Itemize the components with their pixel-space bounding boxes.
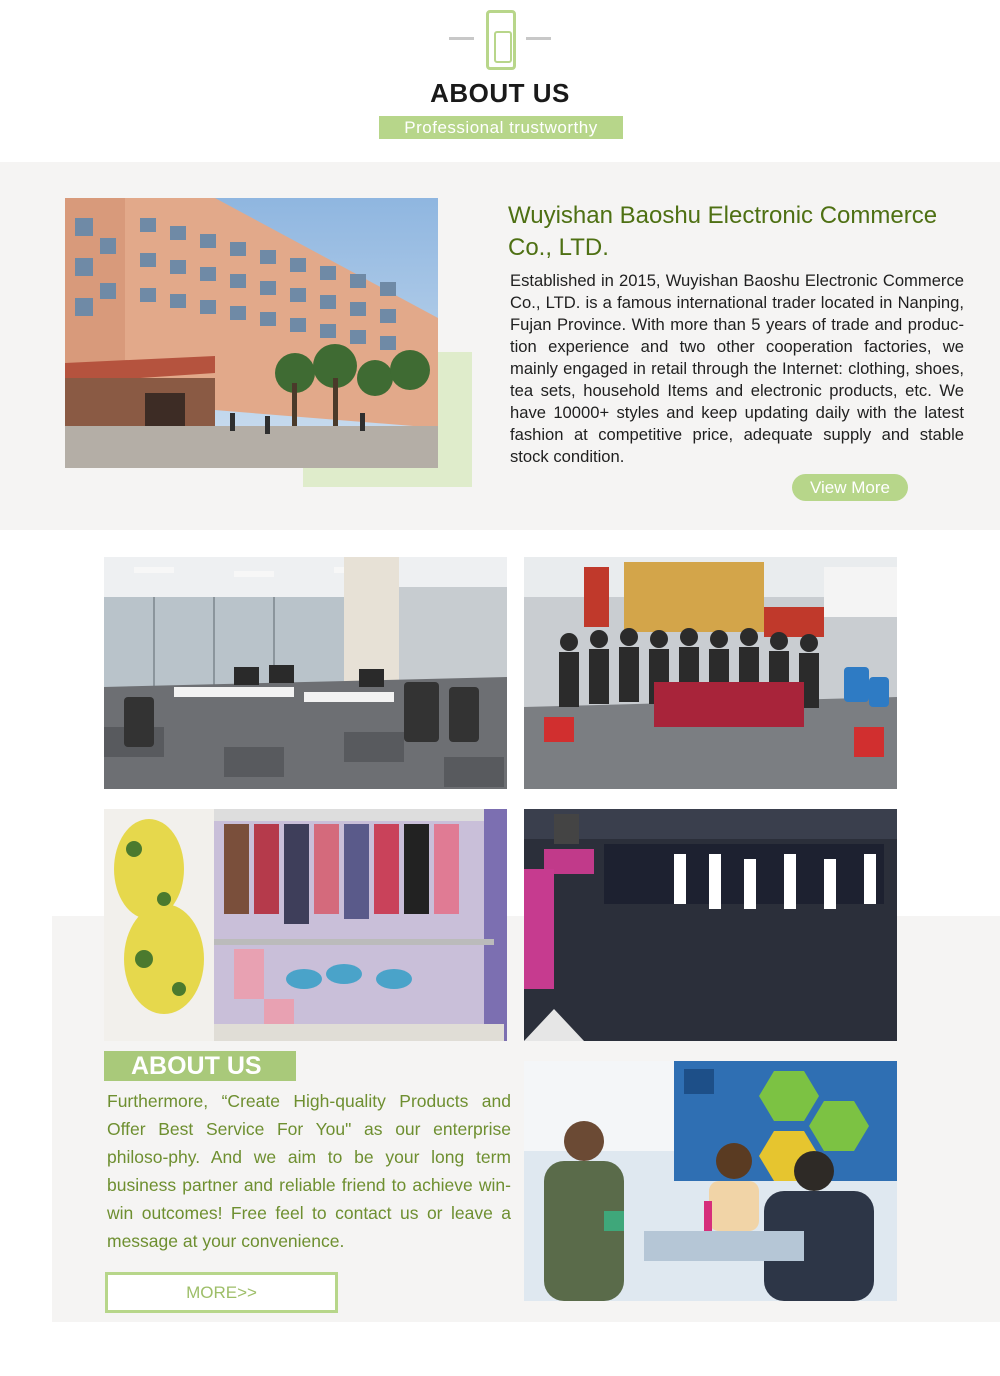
exhibition-photo	[524, 809, 897, 1041]
more-button[interactable]: MORE>>	[105, 1272, 338, 1313]
page-title: ABOUT US	[430, 78, 570, 108]
view-more-button[interactable]: View More	[792, 474, 908, 501]
team-photo	[524, 557, 897, 789]
company-name: Wuyishan Baoshu Electronic Commerce Co., LTD.	[508, 202, 938, 261]
meeting-photo	[524, 1061, 897, 1301]
showroom-photo	[104, 809, 507, 1041]
building-photo	[65, 198, 438, 468]
office-photo	[104, 557, 507, 789]
header-right-divider	[526, 37, 551, 40]
header-left-divider	[449, 37, 474, 40]
cup-icon	[486, 10, 516, 70]
company-description: Established in 2015, Wuyishan Baoshu Electronic Commerce Co., LTD. is a famous international trader located in Nanping, Fujan Province. With more than 5 years of trade and produc-tion experience and two other cooperation factories, we mainly engaged in retail through the Internet: clothing, shoes, tea sets, household Items and electronic products, etc. We have 10000+ styles and keep updating daily with the latest fashion at competitive price, adequate supply and stable stock condition.	[510, 271, 964, 466]
page-subtitle: Professional trustworthy	[379, 116, 623, 139]
about-us-paragraph: Furthermore, “Create High-quality Products and Offer Best Service For You" as our enterprise philoso-phy. And we aim to be your long term business partner and reliable friend to achieve win-win outcomes! Free feel to contact us or leave a message at your convenience.	[107, 1091, 511, 1251]
about-us-tag: ABOUT US	[104, 1051, 296, 1081]
